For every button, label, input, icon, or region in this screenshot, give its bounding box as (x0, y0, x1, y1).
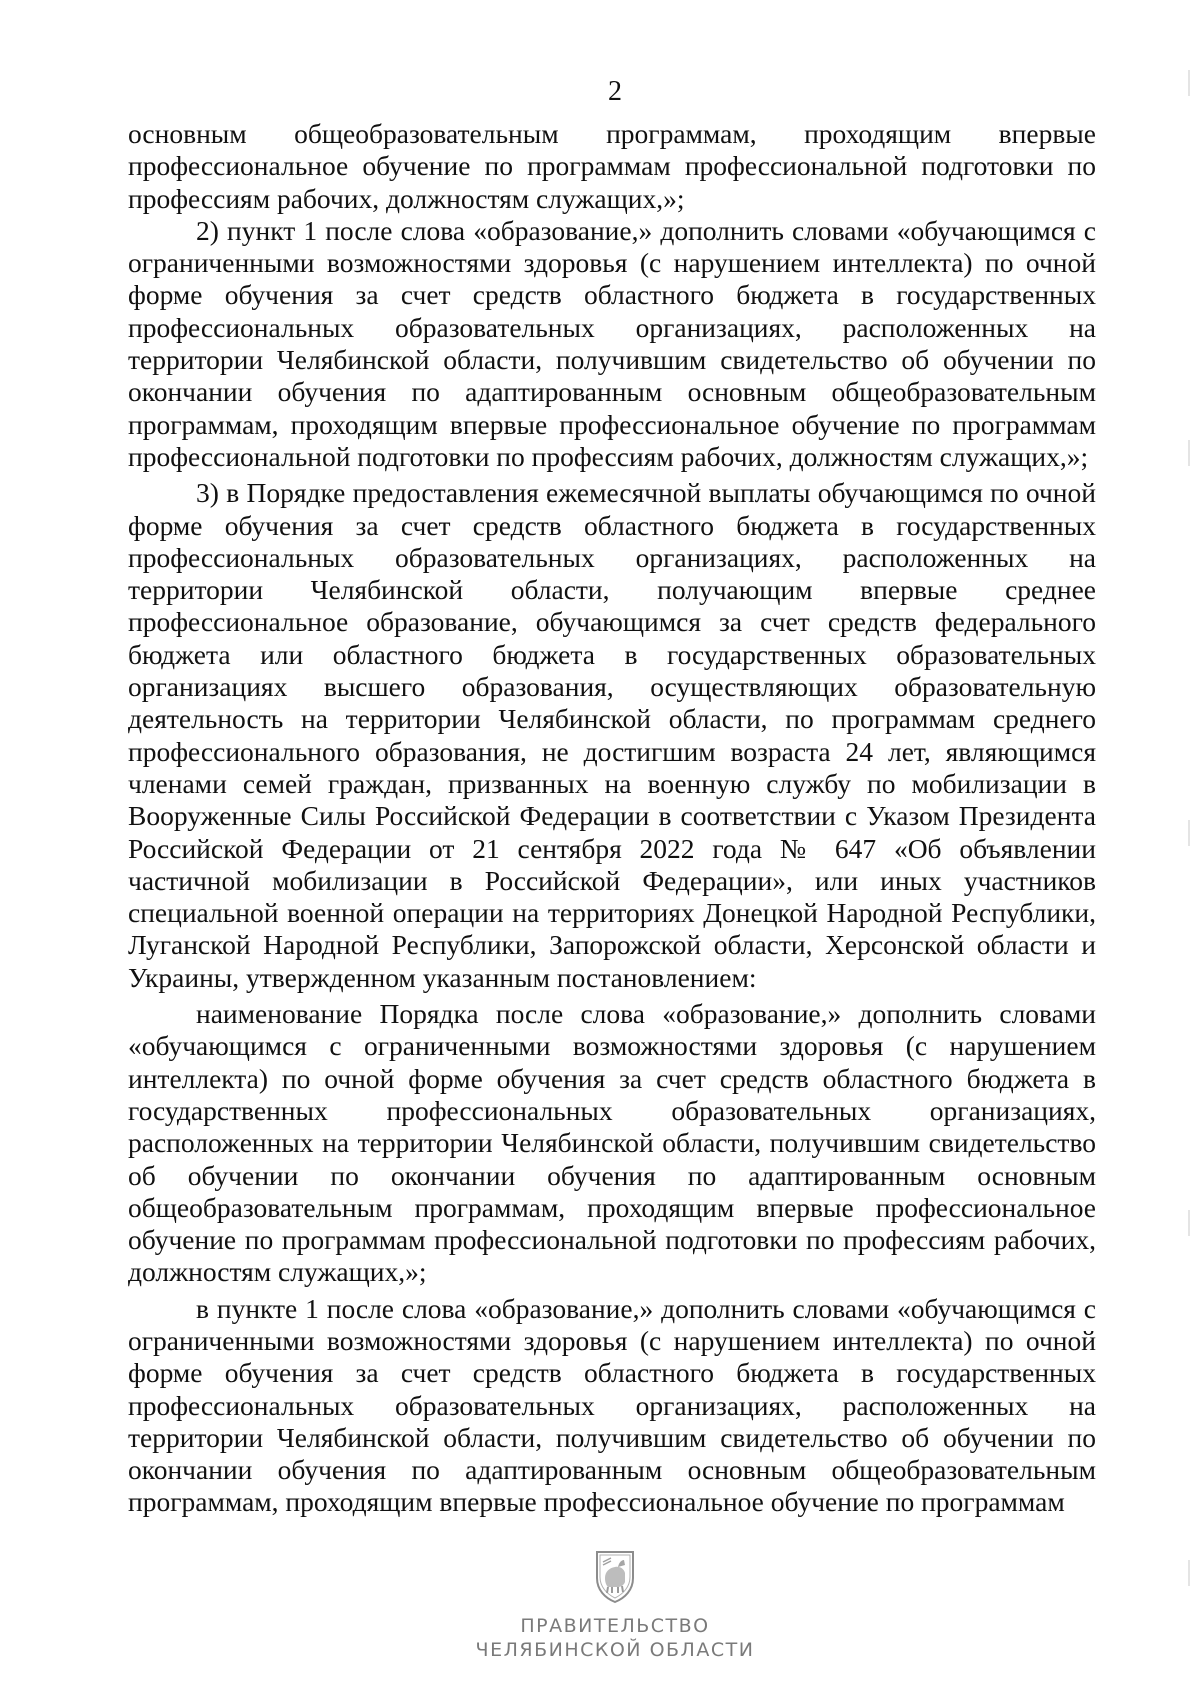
document-body (128, 118, 1096, 1519)
org-name-line-2: ЧЕЛЯБИНСКОЙ ОБЛАСТИ (475, 1639, 755, 1661)
paragraph-item-3: 3) в Порядке предоставления ежемесячной выплаты обучающимся по очной форме обучения за счет средств областного бюджета в государственных профессиональных образовательных организациях, расположенных на территории Челябинской области, получающим впервые среднее профессиональное образование, обучающимся за счет средств федерального бюджета или областного бюджета в государственных образовательных организациях высшего образования, осуществляющих образовательную деятельность на территории Челябинской области, по программам среднего профессионального образования, не достигшим возраста 24 лет, являющимся членами семей граждан, призванных на военную службу по мобилизации в Вооруженные Силы Российской Федерации в соответствии с Указом Президента Российской Федерации от 21 сентября 2022 года № 647 «Об объявлении частичной мобилизации в Российской Федерации», или иных участников специальной военной операции на территориях Донецкой Народной Республики, Луганской Народной Республики, Запорожской области, Херсонской области и Украины, утвержденном указанным постановлением: (128, 477, 1096, 993)
scan-edge-mark (1188, 70, 1190, 96)
paragraph-order-title-amendment: наименование Порядка после слова «образование,» дополнить словами «обучающимся с ограниченными возможностями здоровья (с нарушением интеллекта) по очной форме обучения за счет средств областного бюджета в государственных профессиональных образовательных организациях, расположенных на территории Челябинской области, получившим свидетельство об обучении по окончании обучения по адаптированным основным общеобразовательным программам, проходящим впервые профессиональное обучение по программам профессиональной подготовки по профессиям рабочих, должностям служащих,»; (128, 998, 1096, 1288)
org-name-line-1: ПРАВИТЕЛЬСТВО (520, 1615, 710, 1637)
page-number: 2 (608, 76, 622, 107)
scan-edge-mark (1188, 1210, 1190, 1236)
scan-edge-mark (1188, 820, 1190, 846)
scan-edge-mark (1188, 1560, 1190, 1586)
paragraph-continuation: основным общеобразовательным программам, проходящим впервые профессиональное обучение по программам профессиональной подготовки по профессиям рабочих, должностям служащих,»; (128, 118, 1096, 214)
chelyabinsk-coat-of-arms-icon (591, 1548, 639, 1604)
paragraph-item-2: 2) пункт 1 после слова «образование,» дополнить словами «обучающимся с ограниченными возможностями здоровья (с нарушением интеллекта) по очной форме обучения за счет средств областного бюджета в государственных профессиональных образовательных организациях, расположенных на территории Челябинской области, получившим свидетельство об обучении по окончании обучения по адаптированным основным общеобразовательным программам, проходящим впервые профессиональное обучение по программам профессиональной подготовки по профессиям рабочих, должностям служащих,»; (128, 214, 1096, 472)
paragraph-point-1-amendment: в пункте 1 после слова «образование,» дополнить словами «обучающимся с ограниченными возможностями здоровья (с нарушением интеллекта) по очной форме обучения за счет средств областного бюджета в государственных профессиональных образовательных организациях, расположенных на территории Челябинской области, получившим свидетельство об обучении по окончании обучения по адаптированным основным общеобразовательным программам, проходящим впервые профессиональное обучение по программам (128, 1292, 1096, 1518)
scan-edge-marks (1188, 60, 1192, 1620)
scan-edge-mark (1188, 440, 1190, 466)
government-watermark (0, 1548, 1200, 1662)
